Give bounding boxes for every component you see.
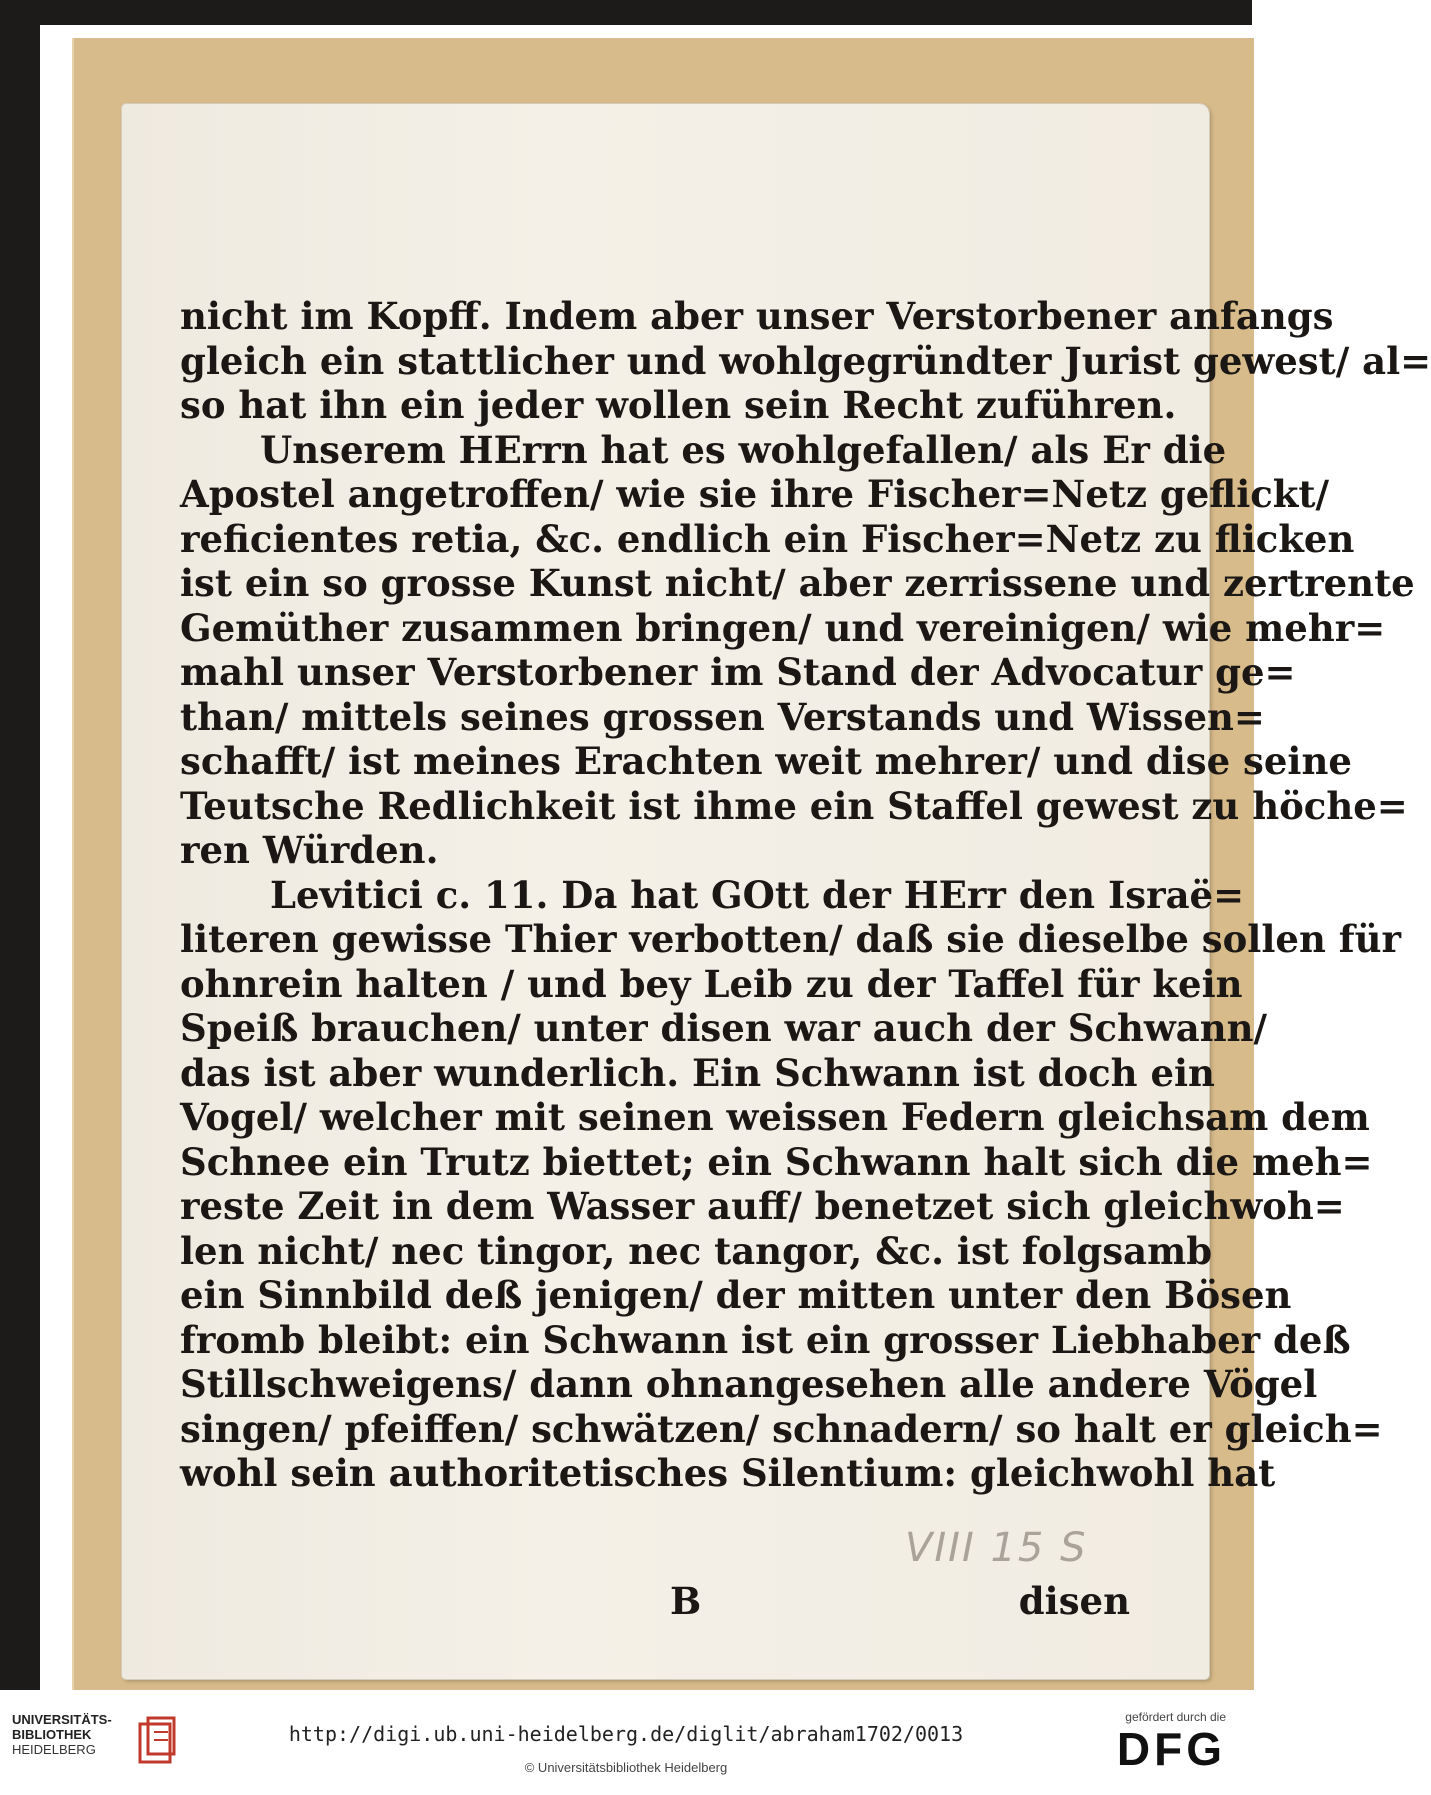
text-line: Unserem HErrn hat es wohlgefallen/ als Er die [260,427,1227,472]
text-line: Levitici c. 11. Da hat GOtt der HErr den Israë= [270,872,1245,917]
text-line: ist ein so grosse Kunst nicht/ aber zerrissene und zertrente [180,561,1415,605]
text-line: so hat ihn ein jeder wollen sein Recht zuführen. [180,383,1177,427]
viewer-footer [0,1690,1252,1795]
permalink-url[interactable]: http://digi.ub.uni-heidelberg.de/diglit/abraham1702/0013 [288,1722,964,1746]
text-line: than/ mittels seines grossen Verstands und Wissen= [180,694,1265,739]
text-line: ohnrein halten / und bey Leib zu der Taffel für kein [180,961,1243,1006]
page-bottom-line [180,1579,1130,1623]
library-city: HEIDELBERG [12,1742,96,1757]
text-line: fromb bleibt: ein Schwann ist ein grosser Liebhaber deß [180,1317,1351,1362]
text-line: Teutsche Redlichkeit ist ihme ein Staffel gewest zu höche= [180,783,1408,828]
page-text [180,294,1431,1496]
text-line: Speiß brauchen/ unter disen war auch der Schwann/ [180,1006,1268,1050]
text-line: ren Würden. [180,828,439,872]
dfg-logo-icon: DFG [1116,1723,1226,1775]
library-name-line: BIBLIOTHEK [12,1727,92,1742]
text-line: len nicht/ nec tingor, nec tangor, &c. ist folgsamb [180,1228,1213,1273]
library-name-line: UNIVERSITÄTS- [12,1712,112,1727]
cardboard-backing [72,38,1431,1690]
text-line: reficientes retia, &c. endlich ein Fischer=Netz zu flicken [180,516,1355,561]
funding-note: gefördert durch die [1125,1710,1226,1724]
text-line: Gemüther zusammen bringen/ und vereinigen/ wie mehr= [180,605,1386,650]
text-line: mahl unser Verstorbener im Stand der Advocatur ge= [180,650,1296,694]
text-line: schafft/ ist meines Erachten weit mehrer/ und dise seine [180,739,1352,783]
text-line: literen gewisse Thier verbotten/ daß sie dieselbe sollen für [180,917,1402,961]
text-line: Apostel angetroffen/ wie sie ihre Fischer=Netz geflickt/ [180,472,1330,516]
text-line: Stillschweigens/ dann ohnangesehen alle andere Vögel [180,1362,1318,1406]
signature-mark: B [670,1579,702,1623]
text-line: gleich ein stattlicher und wohlgegründter Jurist gewest/ al= [180,338,1431,383]
text-line: wohl sein authoritetisches Silentium: gleichwohl hat [180,1451,1276,1495]
funder-block[interactable] [1076,1710,1226,1774]
text-line: Vogel/ welcher mit seinen weissen Federn gleichsam dem [180,1095,1370,1139]
text-line: ein Sinnbild deß jenigen/ der mitten unter den Bösen [180,1273,1292,1317]
text-line: das ist aber wunderlich. Ein Schwann ist doch ein [180,1050,1215,1095]
pencil-shelfmark: VIII 15 S [905,1525,1088,1571]
text-line: Schnee ein Trutz biettet; ein Schwann halt sich die meh= [180,1139,1373,1184]
text-line: nicht im Kopff. Indem aber unser Verstorbener anfangs [180,294,1334,338]
text-line: singen/ pfeiffen/ schwätzen/ schnadern/ so halt er gleich= [180,1406,1383,1451]
catchword: disen [1018,1579,1130,1623]
book-page [122,104,1431,1679]
copyright-notice: © Universitätsbibliothek Heidelberg [524,1760,728,1775]
text-line: reste Zeit in dem Wasser auff/ benetzet sich gleichwoh= [180,1184,1345,1228]
